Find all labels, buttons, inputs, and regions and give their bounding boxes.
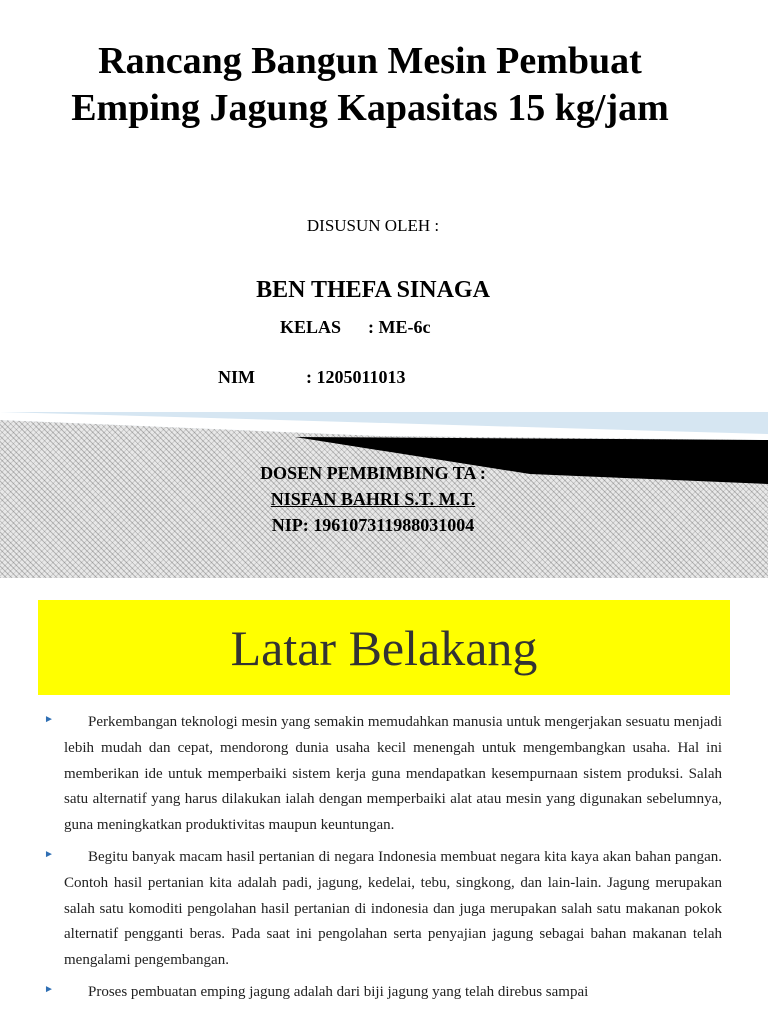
paragraph	[44, 710, 722, 839]
paragraph-text: Begitu banyak macam hasil pertanian di negara Indonesia membuat negara kita kaya akan bahan pangan. Contoh hasil pertanian kita adalah padi, jagung, kedelai, tebu, singkong, dan lain-lain. Jagung merupakan salah satu komoditi pengolahan hasil pertanian di indonesia dan juga merupakan salah satu makanan pokok alternatif pengganti beras. Pada saat ini pengolahan serta penyajian jagung sebagai bahan makanan telah mengalami pengembangan.	[64, 848, 722, 969]
nim-value: : 1205011013	[306, 367, 406, 387]
supervisor-name: NISFAN BAHRI S.T. M.T.	[270, 489, 476, 509]
section-heading: Latar Belakang	[230, 619, 538, 676]
heading-box	[38, 600, 730, 695]
prepared-by-label: DISUSUN OLEH :	[306, 216, 440, 235]
title-line-2: Emping Jagung Kapasitas 15 kg/jam	[71, 87, 669, 129]
title-line-1: Rancang Bangun Mesin Pembuat	[98, 40, 642, 82]
supervisor-nip: NIP: 196107311988031004	[271, 515, 475, 535]
triangle-bullet-icon: ►	[44, 848, 54, 860]
kelas-value: : ME-6c	[368, 317, 431, 337]
nim-row	[200, 346, 406, 409]
triangle-bullet-icon: ►	[44, 983, 54, 995]
author-name: BEN THEFA SINAGA	[256, 277, 490, 303]
background-slide	[0, 578, 768, 1024]
content-body	[44, 710, 722, 1012]
supervisor-heading: DOSEN PEMBIMBING TA :	[260, 463, 486, 483]
supervisor-block	[0, 460, 746, 538]
paragraph	[44, 845, 722, 974]
paragraph	[44, 980, 722, 1006]
paragraph-text: Perkembangan teknologi mesin yang semakin memudahkan manusia untuk mengerjakan sesuatu menjadi lebih mudah dan cepat, mendorong dunia usaha kecil menengah untuk mengembangkan usaha. Hal ini memberikan ide untuk memperbaiki sistem kerja guna mendapatkan kesempurnaan sistem produksi. Salah satu alternatif yang harus dilakukan ialah dengan memperbaiki alat atau mesin yang digunakan sebelumnya, guna meningkatkan produktivitas maupun keuntungan.	[64, 714, 722, 834]
nim-label: NIM	[218, 367, 255, 387]
triangle-bullet-icon: ►	[44, 714, 54, 725]
kelas-row	[280, 317, 430, 338]
kelas-label: KELAS	[280, 317, 342, 337]
paragraph-text: Proses pembuatan emping jagung adalah dari biji jagung yang telah direbus sampai	[88, 983, 589, 1000]
slide-title	[0, 38, 740, 132]
